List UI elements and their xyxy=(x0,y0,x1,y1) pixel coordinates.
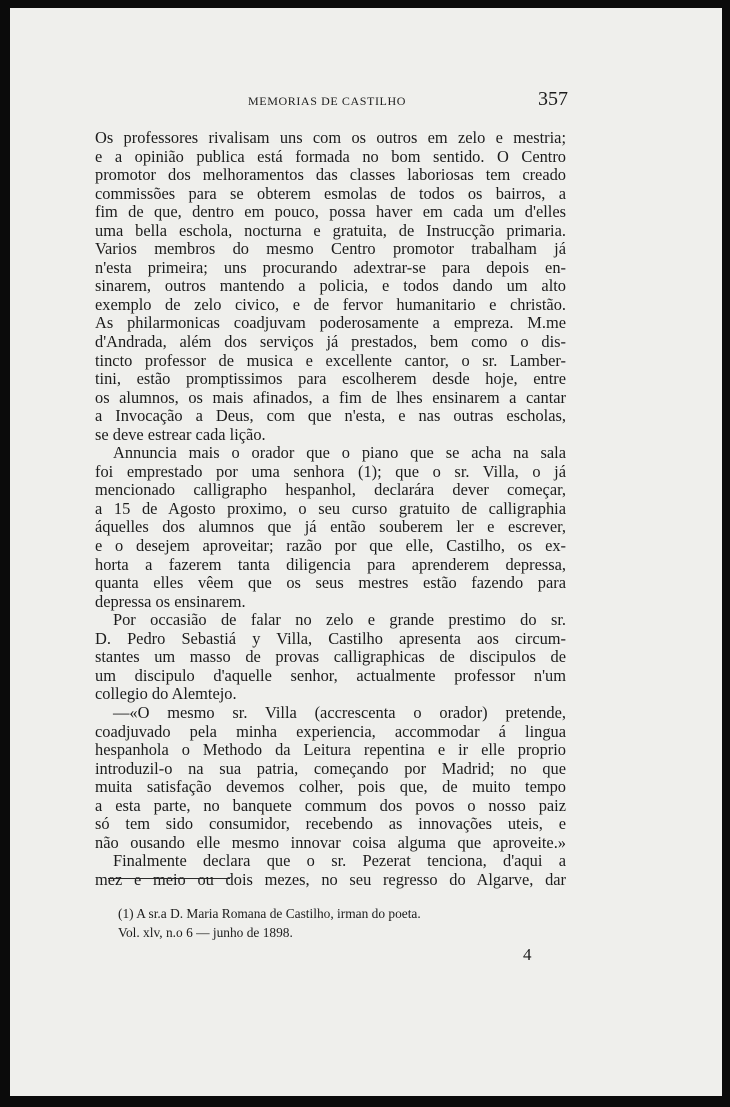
text-line: D. Pedro Sebastiá y Villa, Castilho apresenta aos circum- xyxy=(95,628,566,648)
text-line: uma bella eschola, nocturna e gratuita, de Instrucção primaria. xyxy=(95,220,566,240)
text-line: Finalmente declara que o sr. Pezerat tenciona, d'aqui a xyxy=(113,851,566,871)
text-line: a Invocação a Deus, com que n'esta, e nas outras escholas, xyxy=(95,406,566,426)
imprint-line: Vol. xlv, n.o 6 — junho de 1898. xyxy=(118,925,293,940)
running-title: MEMORIAS DE CASTILHO xyxy=(248,94,407,108)
text-line: coadjuvado pela minha experiencia, accommodar á lingua xyxy=(95,721,566,741)
text-line: horta a fazerem tanta diligencia para aprenderem depressa, xyxy=(95,554,566,574)
text-line: e o desejem aproveitar; razão por que elle, Castilho, os ex- xyxy=(95,536,566,556)
text-line: stantes um masso de provas calligraphicas de discipulos de xyxy=(95,647,566,667)
text-line: os alumnos, os mais afinados, a fim de lhes ensinarem a cantar xyxy=(95,387,566,407)
text-line: fim de que, dentro em pouco, possa haver em cada um d'elles xyxy=(95,202,566,222)
text-line: não ousando elle mesmo innovar coisa alguma que aproveite.» xyxy=(95,832,566,852)
text-line: hespanhola o Methodo da Leitura repentina e ir elle proprio xyxy=(95,740,566,760)
text-line: a esta parte, no banquete commum dos povos o nosso paiz xyxy=(95,795,566,815)
text-line: introduzil-o na sua patria, começando por Madrid; no que xyxy=(95,758,566,778)
text-line: e a opinião publica está formada no bom sentido. O Centro xyxy=(95,146,566,166)
text-line: sinarem, outros mantendo a policia, e todos dando um alto xyxy=(95,276,566,296)
text-line: mez e meio ou dois mezes, no seu regresso do Algarve, dar xyxy=(95,869,566,889)
text-line: Annuncia mais o orador que o piano que se acha na sala xyxy=(113,443,566,463)
text-line: quanta elles vêem que os seus mestres estão fazendo para xyxy=(95,573,566,593)
text-line: se deve estrear cada lição. xyxy=(95,424,266,444)
text-line: commissões para se obterem esmolas de todos os bairros, a xyxy=(95,183,566,203)
text-line: Por occasião de falar no zelo e grande prestimo do sr. xyxy=(113,610,566,630)
text-line: exemplo de zelo civico, e de fervor humanitario e christão. xyxy=(95,294,566,314)
text-line: d'Andrada, além dos serviços já prestados, bem como o dis- xyxy=(95,332,566,352)
signature-mark: 4 xyxy=(523,945,532,964)
text-line: a 15 de Agosto proximo, o seu curso gratuito de calligraphia xyxy=(95,498,566,518)
body-text xyxy=(95,129,566,889)
text-line: um discipulo d'aquelle senhor, actualmente professor n'um xyxy=(95,665,566,685)
text-line: collegio do Alemtejo. xyxy=(95,684,237,704)
text-line: depressa os ensinarem. xyxy=(95,591,246,611)
text-line: promotor dos melhoramentos das classes laboriosas tem creado xyxy=(95,165,566,185)
text-line: tincto professor de musica e excellente cantor, o sr. Lamber- xyxy=(95,350,566,370)
text-line: Os professores rivalisam uns com os outros em zelo e mestria; xyxy=(95,128,566,147)
footnote: (1) A sr.a D. Maria Romana de Castilho, irman do poeta. xyxy=(118,906,421,921)
text-line: —«O mesmo sr. Villa (accrescenta o orador) pretende, xyxy=(113,702,566,722)
text-line: Varios membros do mesmo Centro promotor trabalham já xyxy=(95,239,566,259)
text-line: áquelles dos alumnos que já então souberem ler e escrever, xyxy=(95,517,566,537)
page-number: 357 xyxy=(538,88,568,110)
footnote-rule xyxy=(108,878,230,879)
text-line: As philarmonicas coadjuvam poderosamente a empreza. M.me xyxy=(95,313,566,333)
text-line: tini, estão promptissimos para escolherem desde hoje, entre xyxy=(95,369,566,389)
text-line: foi emprestado por uma senhora (1); que o sr. Villa, o já xyxy=(95,461,566,481)
text-line: muita satisfação devemos colher, pois que, de muito tempo xyxy=(95,777,566,797)
text-line: n'esta primeira; uns procurando adextrar-se para depois en- xyxy=(95,257,566,277)
text-line: só tem sido consumidor, recebendo as innovações uteis, e xyxy=(95,814,566,834)
text-line: mencionado calligrapho hespanhol, declarára dever começar, xyxy=(95,480,566,500)
